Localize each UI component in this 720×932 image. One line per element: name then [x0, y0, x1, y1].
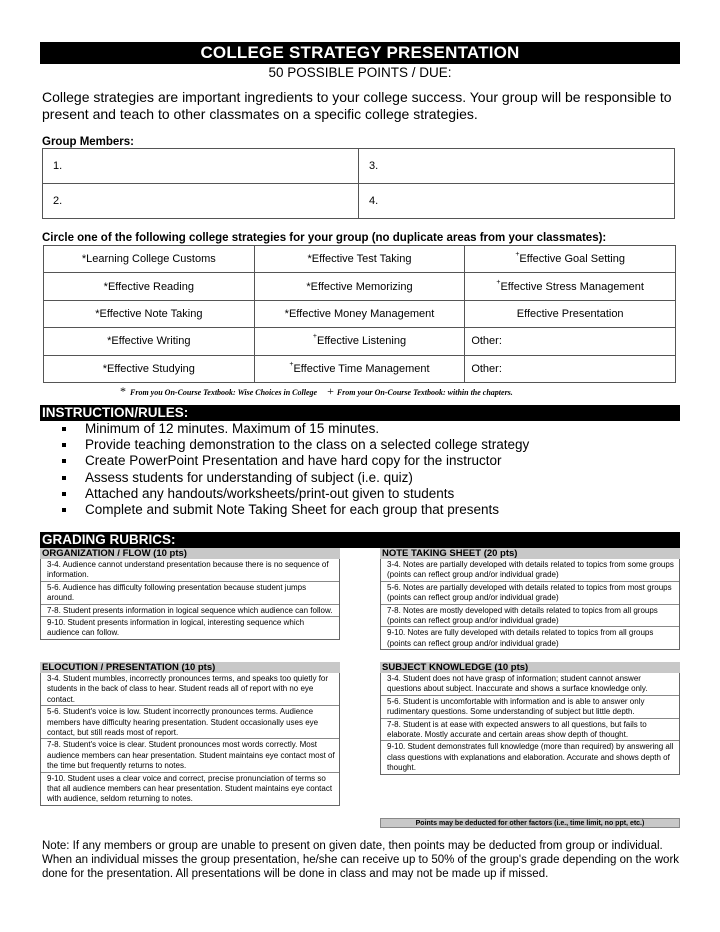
member-slot[interactable]: 4. [359, 184, 675, 219]
strategy-option[interactable]: +Effective Stress Management [465, 273, 676, 300]
group-members-label: Group Members: [42, 136, 135, 148]
list-item: Complete and submit Note Taking Sheet for each group that presents [62, 502, 529, 518]
member-slot[interactable]: 1. [43, 149, 359, 184]
intro-paragraph: College strategies are important ingredients to your college success. Your group will be responsible to present and teach to other classmates on a specific college strategies. [42, 89, 672, 122]
member-slot[interactable]: 2. [43, 184, 359, 219]
rubric-item: 9-10. Notes are fully developed with details related to topics from all groups (points can reflect group and/or individual grade) [381, 626, 679, 649]
rubric-item: 5-6. Audience has difficulty following presentation because student jumps around. [41, 581, 339, 604]
instructions-heading: INSTRUCTION/RULES: [40, 405, 680, 421]
strategy-option[interactable]: *Effective Memorizing [254, 273, 465, 300]
instructions-list [62, 421, 529, 518]
strategy-option[interactable]: +Effective Goal Setting [465, 246, 676, 273]
strategy-option[interactable]: *Effective Writing [44, 328, 255, 355]
rubric-item: 3-4. Notes are partially developed with details related to topics from some groups (points can reflect group and/or individual grade) [387, 560, 674, 580]
rubric-note-taking [380, 548, 680, 650]
list-item: Assess students for understanding of subject (i.e. quiz) [62, 470, 529, 486]
grading-heading: GRADING RUBRICS: [40, 532, 680, 548]
list-item: Create PowerPoint Presentation and have hard copy for the instructor [62, 453, 529, 469]
rubric-item: 3-4. Student mumbles, incorrectly pronounces terms, and speaks too quietly for students in the back of class to hear. Student reads all of report with no eye contact. [47, 674, 329, 704]
strategy-option[interactable]: *Effective Studying [44, 355, 255, 382]
rubric-item: 3-4. Student does not have grasp of information; student cannot answer questions about subject. Inaccurate and shows a surface knowledge only. [387, 674, 648, 694]
strategies-table [43, 245, 676, 383]
rubric-elocution [40, 662, 340, 806]
strategy-option[interactable]: *Effective Money Management [254, 300, 465, 327]
rubric-item: 5-6. Notes are partially developed with details related to topics from most groups (points can reflect group and/or individual grade) [381, 581, 679, 604]
strategy-option[interactable]: *Learning College Customs [44, 246, 255, 273]
strategy-option[interactable]: Effective Presentation [465, 300, 676, 327]
rubric-title: ORGANIZATION / FLOW (10 pts) [40, 548, 340, 559]
closing-note: Note: If any members or group are unable to present on given date, then points may be deducted from group or individual. When an individual misses the group presentation, he/she can receive up to 50% of the group's grade depending on the work done for the presentation. All presentations will be done in class and may not be made up if missed. [42, 840, 680, 880]
rubric-item: 9-10. Student presents information in logical, interesting sequence which audience can follow. [41, 616, 339, 639]
points-due-subtitle: 50 POSSIBLE POINTS / DUE: [268, 65, 452, 80]
rubric-item: 5-6. Student's voice is low. Student incorrectly pronounces terms. Audience members have difficulty hearing presentation. Student occasionally uses eye contact, but still reads most of report. [41, 705, 339, 738]
strategy-option[interactable]: *Effective Reading [44, 273, 255, 300]
rubric-item: 7-8. Student's voice is clear. Student pronounces most words correctly. Most audience members can hear presentation. Student maintains eye contact most of the time but frequently returns to notes. [41, 738, 339, 771]
page-title: COLLEGE STRATEGY PRESENTATION [40, 42, 680, 64]
rubric-title: SUBJECT KNOWLEDGE (10 pts) [380, 662, 680, 673]
rubric-item: 7-8. Student presents information in logical sequence which audience can follow. [41, 604, 339, 616]
group-members-table [42, 148, 675, 219]
strategy-option[interactable]: +Effective Listening [254, 328, 465, 355]
asterisk-icon: * [120, 384, 126, 398]
rubric-item: 7-8. Notes are mostly developed with details related to topics from all groups (points can reflect group and/or individual grade) [381, 604, 679, 627]
list-item: Minimum of 12 minutes. Maximum of 15 minutes. [62, 421, 529, 437]
rubric-item: 7-8. Student is at ease with expected answers to all questions, but fails to elaborate. Mostly accurate and certain areas show depth of thought. [381, 718, 679, 741]
rubric-item: 9-10. Student demonstrates full knowledge (more than required) by answering all class questions with explanations and elaboration. Accurate and shows depth of thought. [381, 740, 679, 773]
strategies-label: Circle one of the following college strategies for your group (no duplicate areas from your classmates): [42, 232, 607, 244]
plus-icon: + [327, 384, 334, 398]
rubric-subject-knowledge [380, 662, 680, 775]
rubric-organization [40, 548, 340, 640]
rubric-item: 5-6. Student is uncomfortable with information and is able to answer only rudimentary questions. Some understanding of subject but little depth. [381, 695, 679, 718]
list-item: Attached any handouts/worksheets/print-out given to students [62, 486, 529, 502]
rubric-item: 3-4. Audience cannot understand presentation because there is no sequence of information. [47, 560, 329, 580]
deduction-note: Points may be deducted for other factors (i.e., time limit, no ppt, etc.) [380, 818, 680, 828]
member-slot[interactable]: 3. [359, 149, 675, 184]
strategy-option[interactable]: *Effective Note Taking [44, 300, 255, 327]
strategy-other[interactable]: Other: [465, 328, 676, 355]
rubric-title: ELOCUTION / PRESENTATION (10 pts) [40, 662, 340, 673]
rubric-title: NOTE TAKING SHEET (20 pts) [380, 548, 680, 559]
strategies-footnote: * From you On-Course Textbook: Wise Choices in College + From your On-Course Textbook: within the chapters. [120, 384, 513, 398]
strategy-option[interactable]: +Effective Time Management [254, 355, 465, 382]
strategy-other[interactable]: Other: [465, 355, 676, 382]
strategy-option[interactable]: *Effective Test Taking [254, 246, 465, 273]
rubric-item: 9-10. Student uses a clear voice and correct, precise pronunciation of terms so that all audience members can hear presentation. Student maintains eye contact with audience, seldom returning to notes. [41, 772, 339, 805]
list-item: Provide teaching demonstration to the class on a selected college strategy [62, 437, 529, 453]
